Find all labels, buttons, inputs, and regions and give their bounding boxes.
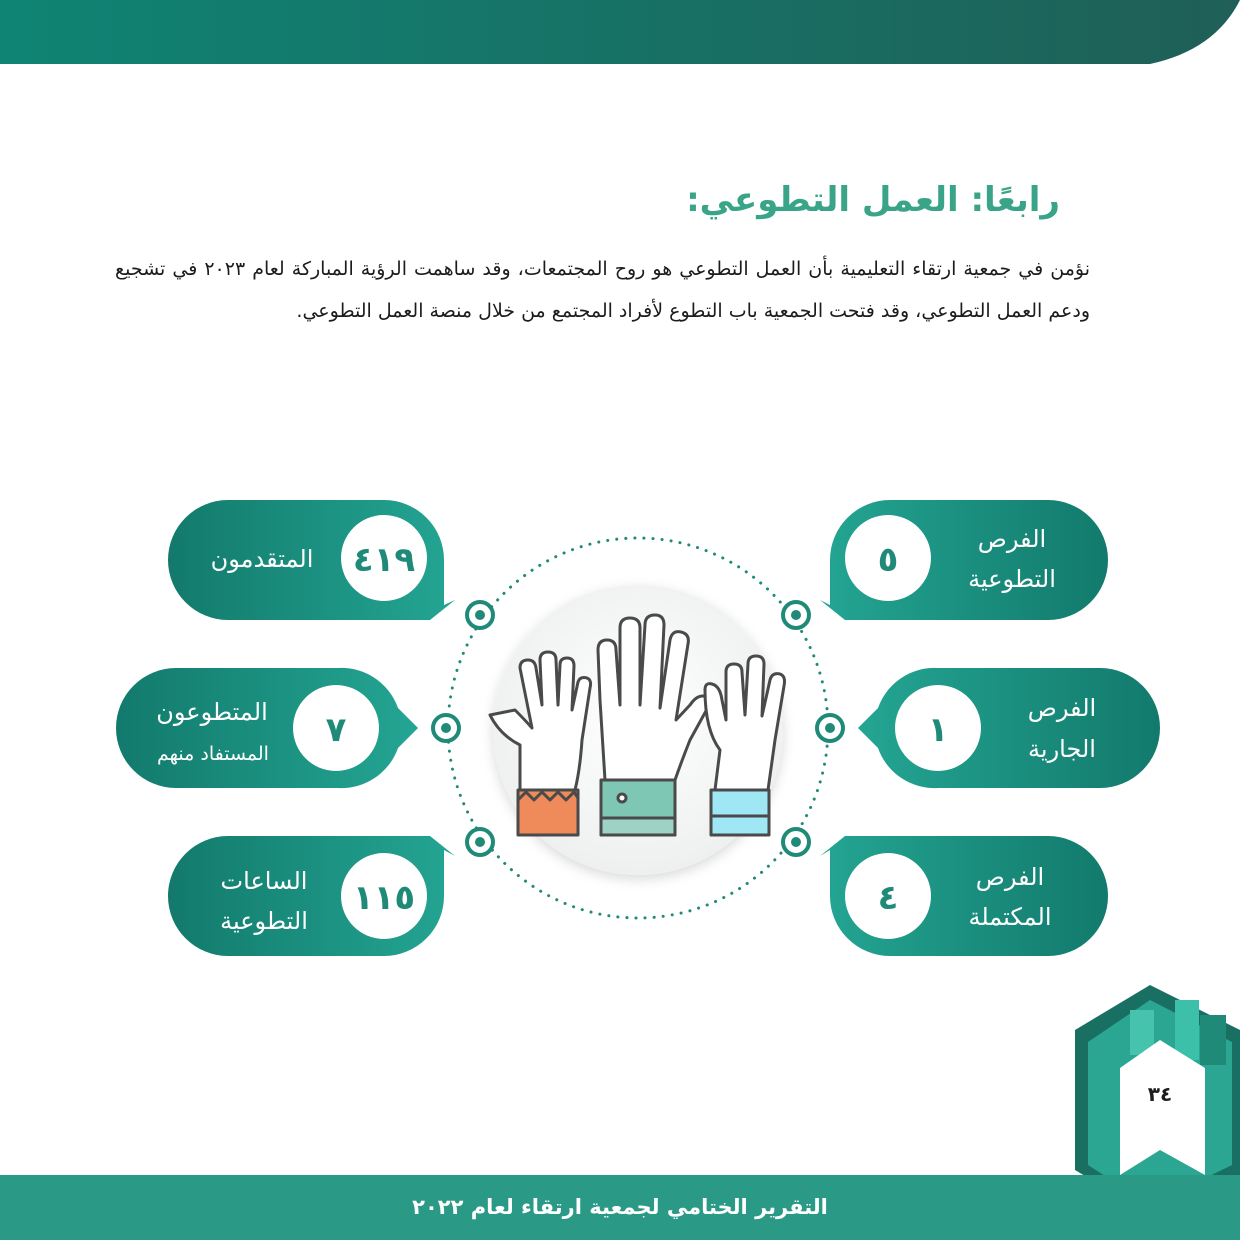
stat-label-hours: الساعات (220, 867, 308, 895)
stat-value-volunteer-opportunities: ٥ (877, 540, 899, 580)
stat-card-completed-opportunities (820, 836, 1108, 956)
stat-label-applicants: المتقدمون (210, 545, 314, 573)
intro-paragraph: نؤمن في جمعية ارتقاء التعليمية بأن العمل التطوعي هو روح المجتمعات، وقد ساهمت الرؤية المباركة لعام ٢٠٢٣ في تشجيع ودعم العمل التطوعي، وقد فتحت الجمعية باب التطوع لأفراد المجتمع من خلال منصة العمل التطوعي. (115, 258, 1090, 322)
page-number: ٣٤ (1147, 1082, 1173, 1106)
stat-value-applicants: ٤١٩ (352, 540, 416, 580)
stat-sublabel-volunteer-opportunities: التطوعية (968, 565, 1056, 593)
stat-sublabel-volunteers: المستفاد منهم (157, 743, 269, 765)
stat-card-volunteers (116, 668, 418, 788)
stat-card-hours (168, 836, 455, 956)
stat-label-completed-opportunities: الفرص (975, 863, 1045, 891)
target-dot-icon (433, 715, 459, 741)
stat-label-volunteer-opportunities: الفرص (977, 525, 1047, 553)
stat-card-applicants (168, 500, 455, 620)
target-dot-icon (817, 715, 843, 741)
target-dot-icon (783, 602, 809, 628)
stat-value-hours: ١١٥ (352, 878, 416, 918)
stat-value-completed-opportunities: ٤ (877, 878, 899, 918)
footer-text: التقرير الختامي لجمعية ارتقاء لعام ٢٠٢٢ (412, 1195, 828, 1219)
footer-bar (0, 1175, 1240, 1240)
stat-sublabel-hours: التطوعية (220, 907, 308, 935)
target-dot-icon (467, 829, 493, 855)
section-title: رابعًا: العمل التطوعي: (686, 180, 1060, 220)
stat-sublabel-current-opportunities: الجارية (1028, 735, 1096, 763)
target-dot-icon (783, 829, 809, 855)
stat-sublabel-completed-opportunities: المكتملة (968, 903, 1052, 931)
target-dot-icon (467, 602, 493, 628)
stat-value-volunteers: ٧ (325, 710, 347, 750)
stat-card-volunteer-opportunities (820, 500, 1108, 620)
stat-label-volunteers: المتطوعون (156, 698, 268, 726)
stat-card-current-opportunities (858, 668, 1160, 788)
stat-label-current-opportunities: الفرص (1027, 694, 1097, 722)
stat-value-current-opportunities: ١ (927, 710, 949, 750)
